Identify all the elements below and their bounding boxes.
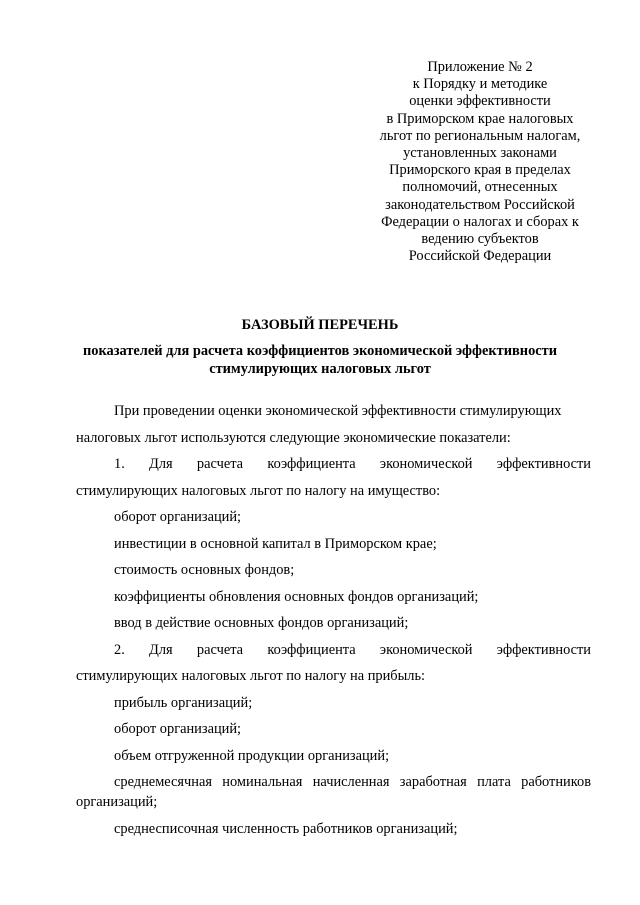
list-item: ввод в действие основных фондов организаций; xyxy=(114,615,409,631)
appendix-line: установленных законами xyxy=(403,145,557,162)
list-item: оборот организаций; xyxy=(114,721,242,737)
subtitle-line: показателей для расчета коэффициентов экономической эффективности xyxy=(82,343,558,359)
appendix-line: ведению субъектов xyxy=(421,231,539,248)
appendix-line: в Приморском крае налоговых xyxy=(386,110,574,127)
document-title: БАЗОВЫЙ ПЕРЕЧЕНЬ xyxy=(241,317,399,333)
intro-paragraph-line2: налоговых льгот используются следующие экономические показатели: xyxy=(76,430,511,446)
appendix-line: Приложение № 2 xyxy=(427,59,533,75)
intro-paragraph-line1: При проведении оценки экономической эффективности стимулирующих xyxy=(114,403,562,419)
list-item: объем отгруженной продукции организаций; xyxy=(114,748,390,764)
section-1-heading-line2: стимулирующих налоговых льгот по налогу на имущество: xyxy=(76,483,441,499)
document-subtitle xyxy=(0,342,640,378)
list-item-wage-line2: организаций; xyxy=(76,794,158,810)
list-item: стоимость основных фондов; xyxy=(114,562,295,578)
list-item: коэффициенты обновления основных фондов организаций; xyxy=(114,589,479,605)
list-item-wage: среднемесячная номинальная начисленная заработная плата работников xyxy=(114,774,591,790)
list-item: прибыль организаций; xyxy=(114,695,253,711)
appendix-line: полномочий, отнесенных xyxy=(402,179,558,196)
appendix-line: Приморского края в пределах xyxy=(389,162,571,179)
section-2-heading-line2: стимулирующих налоговых льгот по налогу на прибыль: xyxy=(76,668,426,684)
appendix-line: к Порядку и методике xyxy=(412,76,548,93)
list-item: инвестиции в основной капитал в Приморском крае; xyxy=(114,536,437,552)
appendix-line: льгот по региональным налогам, xyxy=(379,127,581,144)
appendix-line: Российской Федерации xyxy=(408,248,552,265)
list-item: среднесписочная численность работников организаций; xyxy=(114,821,458,837)
appendix-header xyxy=(362,59,598,265)
section-2-heading: 2. Для расчета коэффициента экономической эффективности xyxy=(114,642,591,658)
appendix-line: Федерации о налогах и сборах к xyxy=(381,213,579,230)
section-1-heading: 1. Для расчета коэффициента экономической эффективности xyxy=(114,456,591,472)
appendix-line: оценки эффективности xyxy=(409,93,551,110)
list-item: оборот организаций; xyxy=(114,509,242,525)
appendix-line: законодательством Российской xyxy=(385,196,575,213)
subtitle-line: стимулирующих налоговых льгот xyxy=(209,361,431,377)
